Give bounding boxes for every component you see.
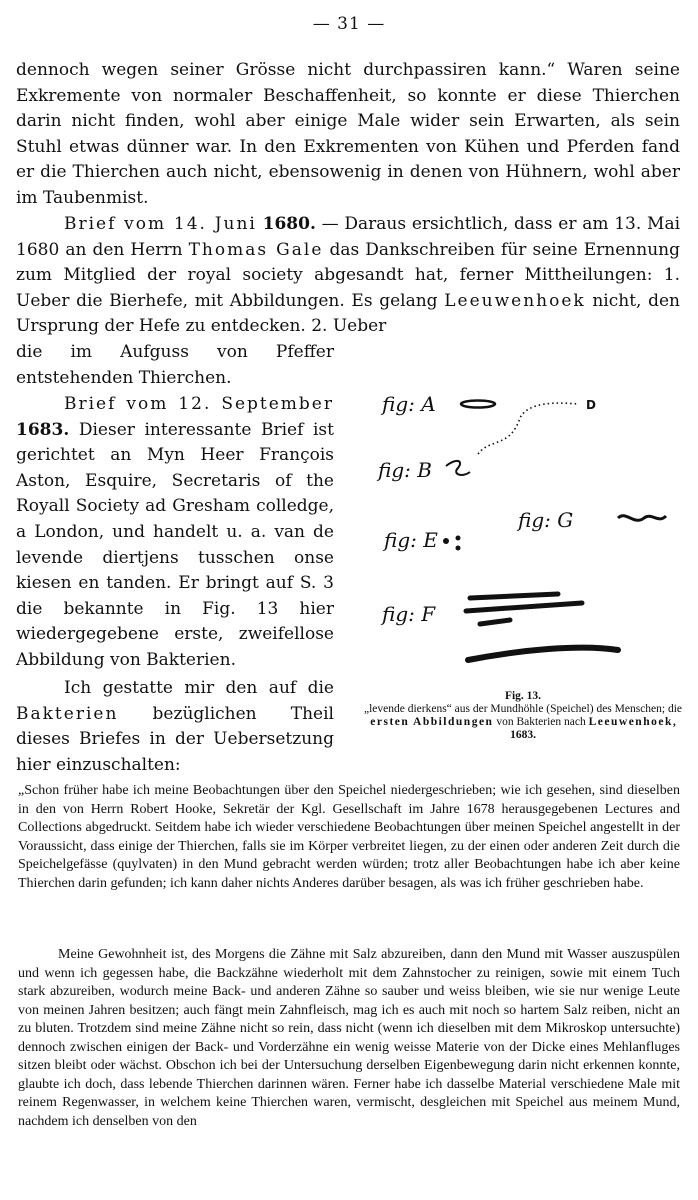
page-number: — 31 — <box>312 14 386 34</box>
fig-label-a: fig: A <box>382 392 436 416</box>
figure-caption-name: Leeuwenhoek <box>588 716 673 728</box>
quote-text: „Schon früher habe ich meine Beobachtungen über den Speichel niedergeschrieben; wie ich gesehen, sind dieselben in den von Herrn Robert Hooke, Sekretär der Kgl. Gesellschaft im Jahre 1678 herausgegebenen Lectures and Collections abgedruckt. Seitdem habe ich wieder verschiedene Beobachtungen über meinen Speichel angestellt in der Voraussicht, dass einige der Thierchen, falls sie im Körper verbreitet liegen, zu der einen oder anderen Zeit durch die Speichelgefässe (quylvaten) in den Mund gebracht werden würden; trotz aller Beobachtungen habe ich aber keine Thierchen darin gefunden; ich kann daher nichts Anderes darüber besagen, als was ich früher geschrieben habe. <box>18 783 680 891</box>
person-name: Leeuwenhoek <box>444 290 586 311</box>
letter-heading: Brief vom 14. Juni <box>64 214 257 234</box>
figure-caption-title: Fig. 13. <box>504 690 542 702</box>
paragraph-text: die im Aufguss von Pfeffer entstehenden Thierchen. <box>16 342 334 388</box>
figure-caption-emphasis: ersten Abbildungen <box>370 716 494 728</box>
figure-caption-text: „levende dierkens“ aus der Mundhöhle (Speichel) des Menschen; die <box>363 703 683 715</box>
paragraph-text: Ich gestatte mir den auf die <box>64 678 334 698</box>
emphasis-word: Bakterien <box>16 703 119 724</box>
quote-text: Meine Gewohnheit ist, des Morgens die Zähne mit Salz abzureiben, dann den Mund mit Wasser auszuspülen und wenn ich gegessen habe, die Backzähne wiederholt mit dem Zahnstocher zu reinigen, sowie mit einem Tuch stark abzureiben, wodurch meine Back- und anderen Zähne so sauber und weiss bleiben, wie sie nur wenige Leute von meinen Jahren besitzen; auch fängt mein Zahnfleisch, mag ich es auch mit noch so hartem Salz reiben, nicht an zu bluten. Trotzdem sind meine Zähne nicht so rein, dass nicht (wenn ich dieselben mit dem Mikroskop untersuchte) dennoch zwischen einigen der Back- und Vorderzähne ein wenig weisse Materie von der Dicke eines Mehlanfluges sitzen bleibt oder wächst. Obschon ich bei der Untersuchung derselben Eigenbewegung darin nicht erkennen konnte, glaubte ich doch, dass lebende Thierchen darinnen wären. Ferner habe ich dasselbe Material verschiedene Male mit reinem Regenwasser, in welchem keine Thierchen waren, vermischt, desgleichen mit Speichel aus meinem Mund, nachdem ich denselben von den <box>18 947 680 1129</box>
paragraph-brief-1680 <box>16 212 680 340</box>
quote-paragraph-1 <box>18 782 680 893</box>
paragraph-text: bezüglichen Theil dieses Briefes in der Uebersetzung hier einzuschalten: <box>16 703 334 775</box>
bacterium-b <box>446 461 470 475</box>
fig-label-f: fig: F <box>382 602 436 626</box>
person-name: Thomas Gale <box>188 239 324 260</box>
bacterium-e2 <box>456 536 461 541</box>
figure-13 <box>360 388 686 738</box>
bacterium-a <box>461 401 495 408</box>
fig-label-g: fig: G <box>518 508 574 532</box>
fig-label-e: fig: E <box>384 528 438 552</box>
paragraph-text: Dieser interessante Brief ist gerichtet an Myn Heer François Aston, Esquire, Secretaris of the Royall Society ad Gresham colledge, a London, und handelt u. a. van de levende diertjens tusschen onse kiesen en tanden. Er bringt auf S. 3 die bekannte in Fig. 13 hier wiedergegebene erste, zweifellose Abbildung von Bakterien. <box>16 419 334 670</box>
bacterium-f1 <box>470 594 558 598</box>
paragraph-text: das Dankschreiben für seine Ernennung zum Mitglied der royal society abgesandt hat, ferner Mittheilungen: 1. Ueber die Bierhefe, mit Abbildungen. Es gelang <box>16 239 680 311</box>
paragraph-text: nicht, den Ursprung der Hefe zu entdecken. 2. Ueber <box>16 290 680 337</box>
bacterium-f2 <box>466 603 582 611</box>
letter-year: 1680. <box>262 214 316 234</box>
paragraph-brief-1683 <box>16 392 334 674</box>
bacterium-f4 <box>468 648 618 660</box>
figure-caption-year: , 1683. <box>510 716 676 741</box>
bacterium-g <box>618 516 666 521</box>
paragraph-text: dennoch wegen seiner Grösse nicht durchpassiren kann.“ Waren seine Exkremente von normaler Beschaffenheit, so konnte er diese Thierchen darin nicht finden, wohl aber einige Male wider sein Erwarten, als sein Stuhl etwas dünner war. In den Exkrementen von Kühen und Pferden fand er die Thierchen auch nicht, ebensowenig in denen von Hühnern, wohl aber im Taubenmist. <box>16 60 680 208</box>
figure-caption-text: von Bakterien nach <box>493 716 589 728</box>
paragraph-exkremente <box>16 58 680 212</box>
bacterium-e1 <box>443 538 449 544</box>
paragraph-text: — Daraus ersichtlich, dass er am 13. Mai 1680 an den Herrn <box>16 214 681 260</box>
fig-label-d: D <box>586 398 596 412</box>
figure-caption <box>360 690 686 742</box>
paragraph-pfeffer <box>16 340 334 391</box>
paragraph-einschalten <box>16 676 334 778</box>
fig-label-b: fig: B <box>378 458 432 482</box>
bacterium-e3 <box>456 546 461 551</box>
bacterium-f3 <box>480 620 510 624</box>
motion-path-d <box>478 403 578 454</box>
letter-year: 1683. <box>16 419 70 440</box>
letter-heading: Brief vom 12. September <box>64 394 334 414</box>
quote-paragraph-2 <box>18 946 680 1131</box>
